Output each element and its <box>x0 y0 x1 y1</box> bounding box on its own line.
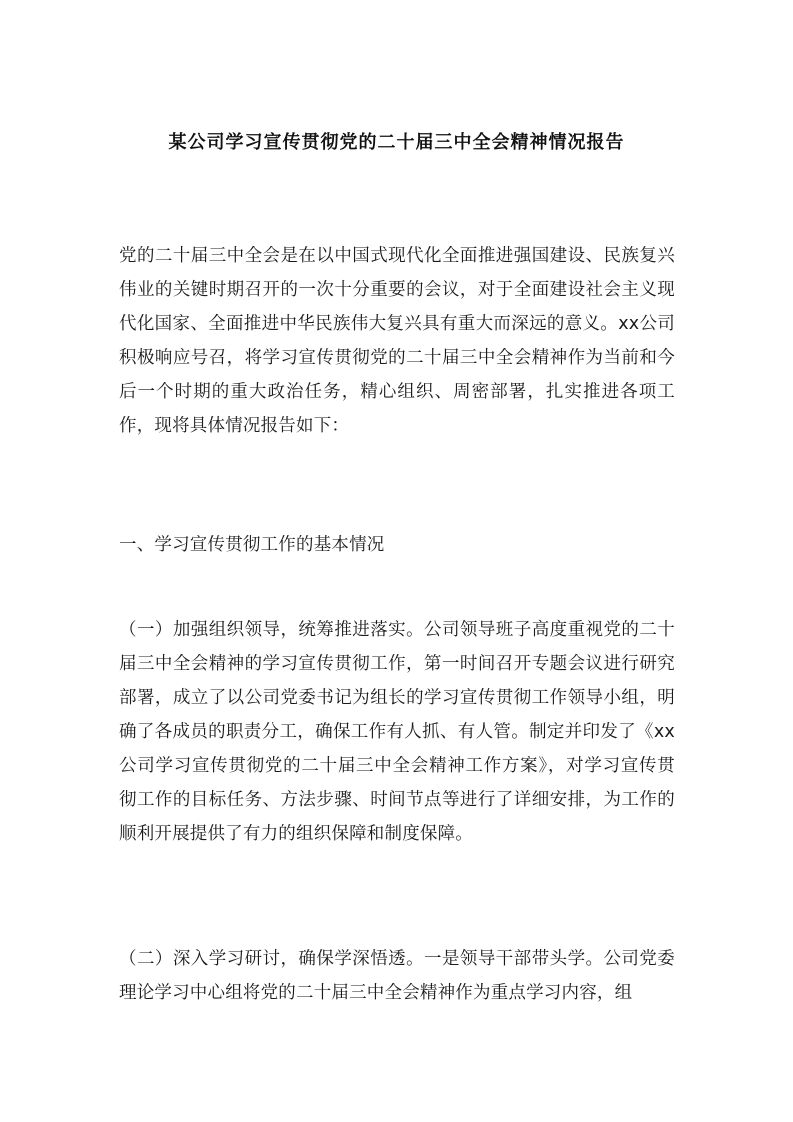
section-item-paragraph: （一）加强组织领导，统筹推进落实。公司领导班子高度重视党的二十届三中全会精神的学习宣传贯彻工作，第一时间召开专题会议进行研究部署，成立了以公司党委书记为组长的学习宣传贯彻工作领导小组，明确了各成员的职责分工，确保工作有人抓、有人管。制定并印发了《xx公司学习宣传贯彻党的二十届三中全会精神工作方案》，对学习宣传贯彻工作的目标任务、方法步骤、时间节点等进行了详细安排，为工作的顺利开展提供了有力的组织保障和制度保障。 <box>119 620 675 844</box>
document-title: 某公司学习宣传贯彻党的二十届三中全会精神情况报告 <box>168 132 625 153</box>
section-heading: 一、学习宣传贯彻工作的基本情况 <box>119 535 385 555</box>
intro-paragraph: 党的二十届三中全会是在以中国式现代化全面推进强国建设、民族复兴伟业的关键时期召开的一次十分重要的会议，对于全面建设社会主义现代化国家、全面推进中华民族伟大复兴具有重大而深远的意义。xx公司积极响应号召，将学习宣传贯彻党的二十届三中全会精神作为当前和今后一个时期的重大政治任务，精心组织、周密部署，扎实推进各项工作，现将具体情况报告如下： <box>119 246 675 436</box>
section-item-paragraph: （二）深入学习研讨，确保学深悟透。一是领导干部带头学。公司党委理论学习中心组将党的二十届三中全会精神作为重点学习内容，组 <box>119 949 675 1003</box>
